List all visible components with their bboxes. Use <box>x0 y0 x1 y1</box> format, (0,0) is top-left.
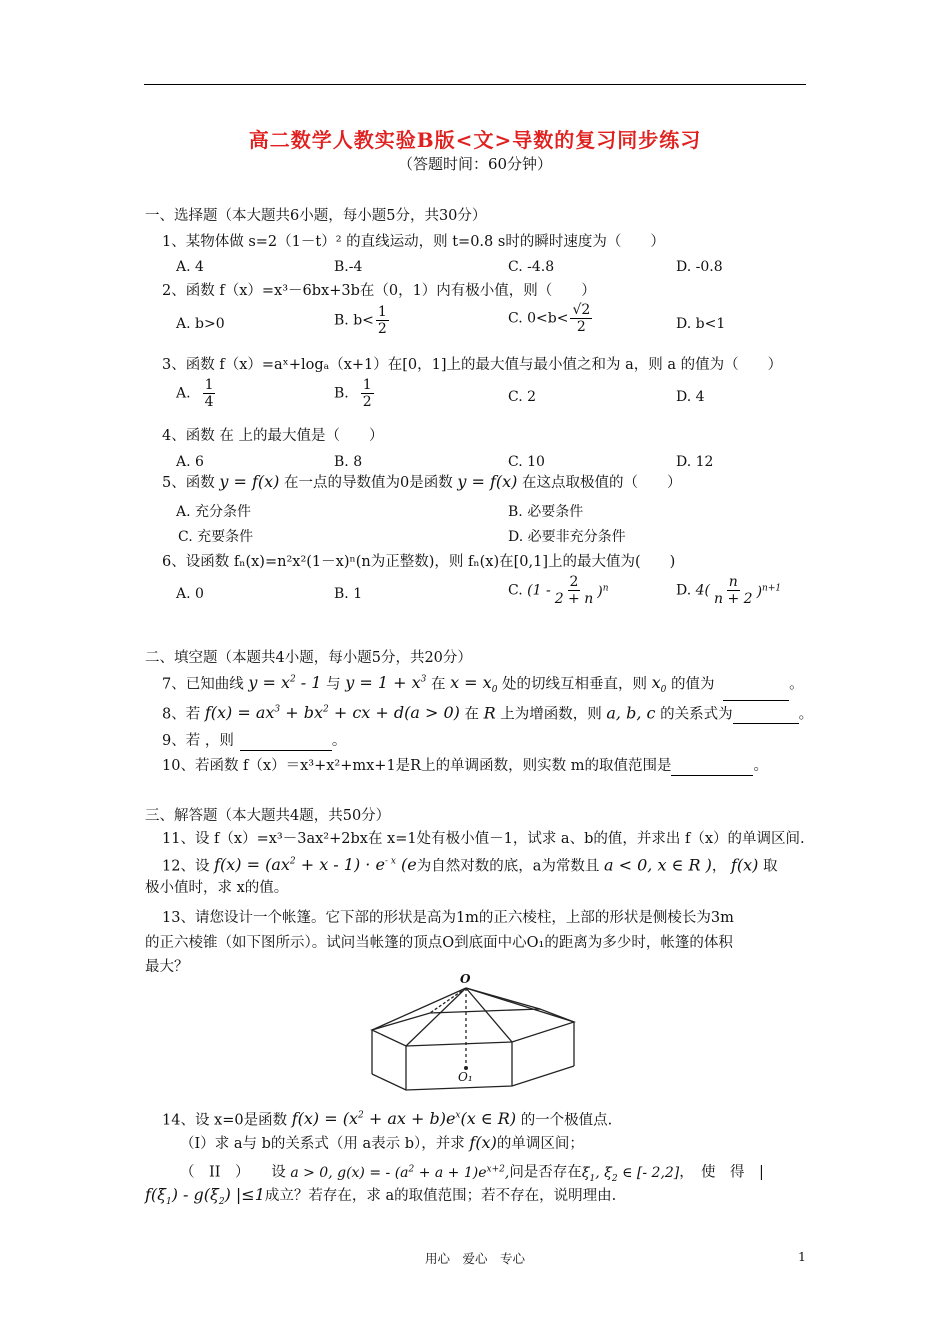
q13-line2: 的正六棱锥（如下图所示）。试问当帐篷的顶点O到底面中心O₁的距离为多少时，帐篷的体积 <box>145 935 733 951</box>
q2-text: 2、函数 f（x）=x³－6bx+3b在（0，1）内有极小值，则（ ） <box>162 283 596 299</box>
q3-option-c: C. 2 <box>508 389 537 405</box>
q6-option-a: A. 0 <box>176 586 204 602</box>
footer-text: 用心 爱心 专心 <box>424 1251 525 1266</box>
q4-text: 4、函数 在 上的最大值是（ ） <box>162 428 384 444</box>
q6-text: 6、设函数 fₙ(x)=n²x²(1－x)ⁿ(n为正整数)，则 fₙ(x)在[0,1]上的最大值为( ) <box>162 554 676 570</box>
q14-text: 14、设 x=0是函数 $f(x) = (x^2$ + ax + $b)e^x(x$ ∈ R) 的一个极值点. <box>162 1109 613 1129</box>
q4-option-b: B. 8 <box>334 454 363 470</box>
q3-option-d: D. 4 <box>676 389 705 405</box>
q3-option-a: A. $\frac{1}{4}$ <box>176 377 214 410</box>
page-subtitle: （答题时间：60分钟） <box>397 155 553 173</box>
section3-heading: 三、解答题（本大题共4题，共50分） <box>145 808 391 824</box>
q5-text: 5、函数 y = f(x) 在一点的导数值为0是函数 y = f(x) 在这点取极值的（ ） <box>162 472 682 491</box>
q13-line1: 13、请您设计一个帐篷。它下部的形状是高为1m的正六棱柱，上部的形状是侧棱长为3m <box>162 910 734 926</box>
page-title: 高二数学人教实验B版<文>导数的复习同步练习 <box>248 128 702 152</box>
q4-option-d: D. 12 <box>676 454 714 470</box>
q5-option-a: A. 充分条件 <box>176 504 252 520</box>
section2-heading: 二、填空题（本题共4小题，每小题5分，共20分） <box>145 650 472 666</box>
q1-text: 1、某物体做 s=2（1－t）² 的直线运动，则 t=0.8 s时的瞬时速度为（ ） <box>162 234 665 250</box>
q2-option-d: D. b<1 <box>676 316 726 332</box>
q9-text: 9、若 ，则 。 <box>162 733 347 749</box>
q14-part2-line2: $f(\xi_1) - g(\xi_2)$ |≤1成立？若存在，求 a的取值范围；若不存在，说明理由. <box>145 1185 617 1208</box>
q4-option-c: C. 10 <box>508 454 545 470</box>
q13-line3: 最大？ <box>145 959 189 975</box>
q8-text: 8、若 $f(x) = ax^3 + bx^2$ + cx + d(a > 0) 在 R 上为增函数，则 a, b, c 的关系式为 。 <box>162 703 814 723</box>
q6-option-c: C. (1 - $\frac{2}{2 + n}$ )$^n$ <box>508 574 609 607</box>
q3-text: 3、函数 f（x）=aˣ+logₐ（x+1）在[0，1]上的最大值与最小值之和为 a，则 a 的值为（ ） <box>162 357 783 373</box>
section1-heading: 一、选择题（本大题共6小题，每小题5分，共30分） <box>145 208 487 224</box>
q6-option-b: B. 1 <box>334 586 363 602</box>
header-rule <box>144 84 806 85</box>
q14-part2: （ II ） 设 a > 0, g(x) = - $(a^2 + a + 1)e^{x+2}$,问是否存在$\xi_1$, $\xi_2$ ∈ [- 2,2]， 使 得 | <box>180 1164 764 1184</box>
q12-line2: 极小值时，求 x的值。 <box>145 880 289 896</box>
q12-text: 12、设 $f(x) = (ax^2 + x - 1) \cdot e^{- x}$ (e为自然对数的底，a为常数且 a < 0, x ∈ R )， f(x) 取 <box>162 855 778 875</box>
q3-option-b: B. $\frac{1}{2}$ <box>334 377 372 410</box>
q11-text: 11、设 f（x）=x³－3ax²+2bx在 x=1处有极小值－1，试求 a、b的值，并求出 f（x）的单调区间. <box>162 831 805 847</box>
q1-option-a: A. 4 <box>176 259 204 275</box>
q2-option-c: C. 0<b< $\frac{√2}{2}$ <box>508 302 591 335</box>
q4-option-a: A. 6 <box>176 454 204 470</box>
q5-option-b: B. 必要条件 <box>508 504 584 520</box>
q1-option-c: C. -4.8 <box>508 259 555 275</box>
q5-option-d: D. 必要非充分条件 <box>508 529 626 545</box>
q1-option-d: D. -0.8 <box>676 259 723 275</box>
q7-text: 7、已知曲线 $y = x^2 - 1$ 与 $y = 1 + x^3$ 在 $x = x_0$ 处的切线互相垂直，则 $x_0$ 的值为 。 <box>162 670 804 701</box>
q6-option-d: D. 4( $\frac{n}{n + 2}$ )$^{n+1}$ <box>676 574 782 607</box>
base-center-label: O₁ <box>458 1070 473 1084</box>
q5-option-c: C. 充要条件 <box>178 529 254 545</box>
q10-text: 10、若函数 f（x）＝x³+x²+mx+1是R上的单调函数，则实数 m的取值范围是 。 <box>162 758 768 774</box>
q2-option-a: A. b>0 <box>176 316 225 332</box>
q1-option-b: B.-4 <box>334 259 363 275</box>
page-number: 1 <box>798 1249 806 1264</box>
apex-label: O <box>460 972 471 986</box>
q2-option-b: B. b< $\frac{1}{2}$ <box>334 304 387 337</box>
tent-figure <box>362 972 582 1104</box>
q14-part1: （I）求 a与 b的关系式（用 a表示 b），并求 f(x)的单调区间； <box>180 1133 584 1152</box>
